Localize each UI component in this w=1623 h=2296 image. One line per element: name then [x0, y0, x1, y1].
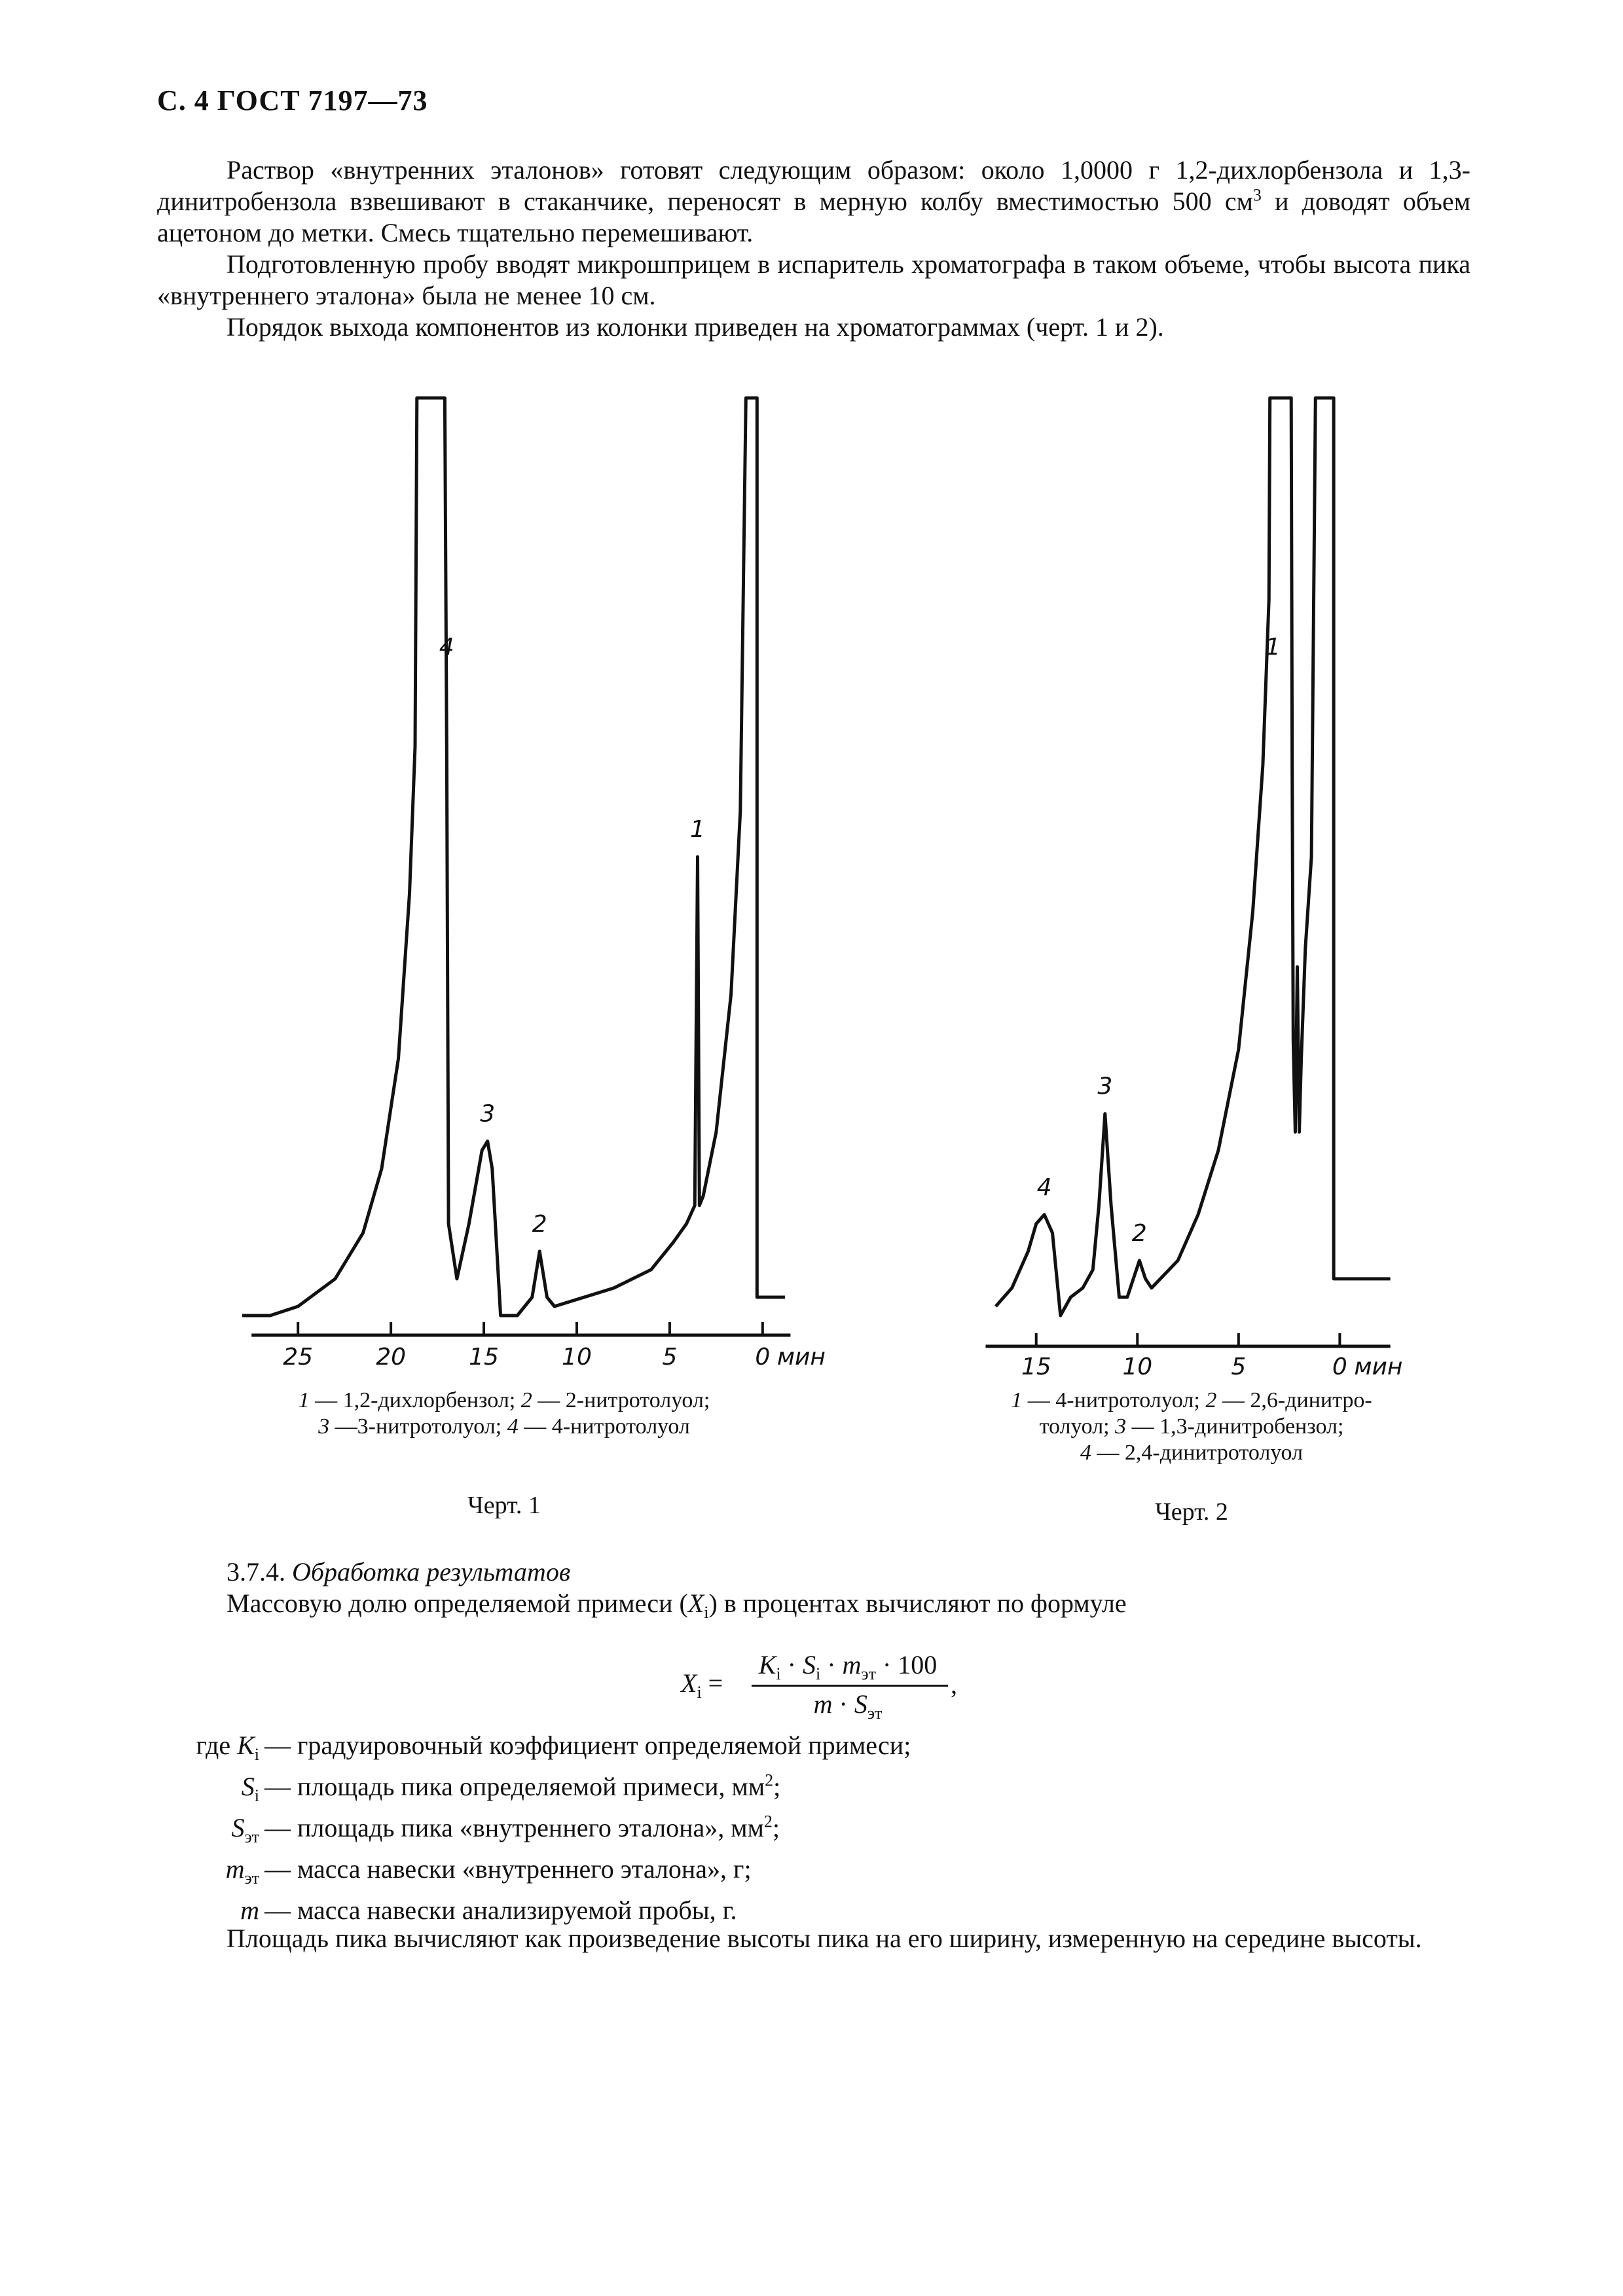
- legend-text: — 4-нитротолуол: [518, 1414, 690, 1439]
- chromatogram-1-ticks: [283, 1322, 826, 1371]
- formula-denominator: [746, 1689, 949, 1723]
- paragraph-solution: [157, 154, 1470, 249]
- paragraph-closing: Площадь пика вычисляют как произведение высоты пика на его ширину, измеренную на середине высоты.: [227, 1924, 1422, 1953]
- definition-symbol-letter: m: [225, 1854, 245, 1884]
- definition-symbol-subscript: i: [254, 1786, 259, 1805]
- section-number: 3.7.4.: [227, 1557, 285, 1587]
- tick-label-0: 0: [1332, 1354, 1347, 1380]
- paragraph-solution-text-a: Раствор «внутренних эталонов» готовят следующим образом: около 1,0000 г 1,2-дихлорбензола и 1,3-динитробензола взвешивают в стаканчике, переносят в мерную колбу вместимостью 500 см: [157, 155, 1470, 216]
- formula-dot-2: ·: [827, 1650, 836, 1679]
- chromatogram-1: [242, 393, 826, 1374]
- tick-label-5: 5: [662, 1344, 678, 1371]
- formula-intro: [227, 1588, 1127, 1623]
- legend-text: — 1,3-динитробензол;: [1126, 1414, 1344, 1439]
- formula-dot-4: ·: [839, 1689, 848, 1719]
- figure-2-legend: [969, 1388, 1414, 1466]
- formula-m-sub: эт: [861, 1664, 876, 1683]
- figure-1-title: Черт. 1: [467, 1492, 541, 1519]
- legend-number: 3: [318, 1414, 330, 1439]
- formula-den-s-sub: эт: [867, 1704, 883, 1723]
- legend-text: — 2,6-динитро-: [1216, 1388, 1372, 1412]
- section-title: Обработка результатов: [292, 1557, 571, 1587]
- formula-s: S: [802, 1650, 816, 1679]
- definition-row: [156, 1812, 911, 1853]
- formula-k: K: [758, 1650, 776, 1679]
- definition-text: — градуировочный коэффициент определяемой примеси;: [264, 1731, 911, 1760]
- peak-label-4: 4: [1036, 1174, 1052, 1201]
- definition-symbol: [156, 1894, 264, 1926]
- legend-number: 3: [1115, 1414, 1127, 1439]
- definition-symbol: [156, 1729, 264, 1770]
- peak-label-3: 3: [1097, 1073, 1113, 1100]
- formula-lhs-subscript: i: [697, 1683, 702, 1702]
- legend-text: толуол;: [1039, 1414, 1116, 1439]
- definition-symbol-subscript: i: [254, 1745, 259, 1764]
- definition-text: — масса навески «внутреннего эталона», г;: [264, 1854, 752, 1884]
- formula-dot-3: ·: [882, 1650, 892, 1679]
- definition-superscript: 2: [763, 1812, 773, 1831]
- formula-intro-subscript: i: [704, 1603, 709, 1622]
- legend-number: 4: [507, 1414, 519, 1439]
- figure-1-legend: [268, 1388, 740, 1440]
- peak-label-2: 2: [532, 1210, 547, 1238]
- legend-text: — 2,4-динитротолуол: [1091, 1441, 1304, 1465]
- formula-intro-text-a: Массовую долю определяемой примеси (: [227, 1588, 688, 1618]
- definition-symbol-subscript: эт: [244, 1827, 259, 1846]
- formula-k-sub: i: [776, 1664, 781, 1683]
- axis-unit-label: мин: [776, 1344, 826, 1371]
- definitions-list: [156, 1729, 911, 1926]
- chromatogram-2: [976, 393, 1421, 1380]
- legend-text: — 1,2-дихлорбензол;: [309, 1388, 521, 1412]
- tick-label-15: 15: [1021, 1354, 1051, 1380]
- definition-symbol-letter: K: [237, 1731, 255, 1760]
- peak-label-1: 1: [1265, 634, 1281, 661]
- chromatogram-2-peak-labels: [1037, 634, 1281, 1247]
- paragraph-solution-text-b: и доводят объем ацетоном до метки. Смесь тщательно перемешивают.: [157, 187, 1471, 247]
- page-header: С. 4 ГОСТ 7197—73: [157, 84, 428, 117]
- paragraph-order: Порядок выхода компонентов из колонки приведен на хроматограммах (черт. 1 и 2).: [227, 312, 1164, 342]
- paragraph-sample: Подготовленную пробу вводят микрошприцем в испаритель хроматографа в таком объеме, чтобы высота пика «внутреннего эталона» была не менее 10 см.: [157, 249, 1470, 310]
- legend-number: 4: [1080, 1441, 1091, 1465]
- section-heading: [227, 1556, 570, 1587]
- definition-symbol: [156, 1812, 264, 1853]
- formula-m: m: [842, 1650, 862, 1679]
- chromatogram-1-trace: [242, 398, 785, 1316]
- definition-text: — площадь пика «внутреннего эталона», $мм^2$;: [264, 1812, 780, 1842]
- tick-label-5: 5: [1231, 1354, 1247, 1380]
- axis-unit-label: мин: [1354, 1354, 1403, 1380]
- formula-lhs: [681, 1668, 723, 1702]
- formula-intro-symbol: X: [687, 1588, 704, 1618]
- peak-label-1: 1: [690, 816, 705, 843]
- definition-symbol-subscript: эт: [244, 1869, 259, 1888]
- peak-label-3: 3: [480, 1100, 496, 1128]
- formula-fraction-bar: [752, 1685, 948, 1687]
- formula-equals: =: [708, 1668, 723, 1698]
- definition-symbol-letter: m: [240, 1895, 259, 1925]
- tick-label-10: 10: [1122, 1354, 1153, 1380]
- legend-text: —3-нитротолуол;: [329, 1414, 507, 1439]
- definition-symbol: [156, 1853, 264, 1894]
- definition-superscript: 2: [765, 1770, 774, 1790]
- tick-label-10: 10: [562, 1344, 592, 1371]
- formula: [681, 1649, 956, 1721]
- peak-label-4: 4: [439, 634, 454, 661]
- formula-comma: ,: [951, 1670, 957, 1699]
- legend-number: 1: [298, 1388, 310, 1412]
- legend-text: — 4-нитротолуол;: [1022, 1388, 1206, 1412]
- definition-row: [156, 1894, 911, 1926]
- chromatogram-2-ticks: [1021, 1333, 1403, 1380]
- legend-text: — 2-нитротолуол;: [532, 1388, 710, 1412]
- tick-label-25: 25: [283, 1344, 314, 1371]
- formula-lhs-symbol: X: [681, 1668, 697, 1698]
- definition-symbol-letter: S: [231, 1813, 245, 1842]
- definition-symbol: [156, 1770, 264, 1812]
- legend-number: 2: [1205, 1388, 1217, 1412]
- figure-2-title: Черт. 2: [1155, 1498, 1228, 1526]
- tick-label-20: 20: [376, 1344, 407, 1371]
- formula-hundred: 100: [898, 1650, 938, 1679]
- tick-label-15: 15: [469, 1344, 499, 1371]
- legend-number: 2: [520, 1388, 532, 1412]
- definition-row: [156, 1770, 911, 1812]
- formula-s-sub: i: [815, 1664, 821, 1683]
- formula-den-s: S: [854, 1689, 867, 1719]
- definition-text: — площадь пика определяемой примеси, $мм^2$;: [264, 1770, 781, 1801]
- peak-label-2: 2: [1131, 1219, 1147, 1247]
- formula-intro-text-b: ) в процентах вычисляют по формуле: [708, 1588, 1127, 1618]
- formula-dot-1: ·: [787, 1650, 796, 1679]
- definition-row: [156, 1853, 911, 1894]
- chromatogram-2-trace: [996, 398, 1391, 1316]
- definition-prefix: где: [196, 1731, 238, 1760]
- definition-text: — масса навески анализируемой пробы, г.: [264, 1895, 737, 1925]
- superscript-cube: 3: [1252, 185, 1262, 205]
- formula-numerator: [746, 1649, 949, 1684]
- tick-label-0: 0: [755, 1344, 771, 1371]
- definition-row: [156, 1729, 911, 1770]
- formula-den-m: m: [813, 1689, 833, 1719]
- definition-symbol-letter: S: [241, 1772, 255, 1801]
- chromatogram-1-peak-labels: [439, 634, 705, 1238]
- legend-number: 1: [1011, 1388, 1023, 1412]
